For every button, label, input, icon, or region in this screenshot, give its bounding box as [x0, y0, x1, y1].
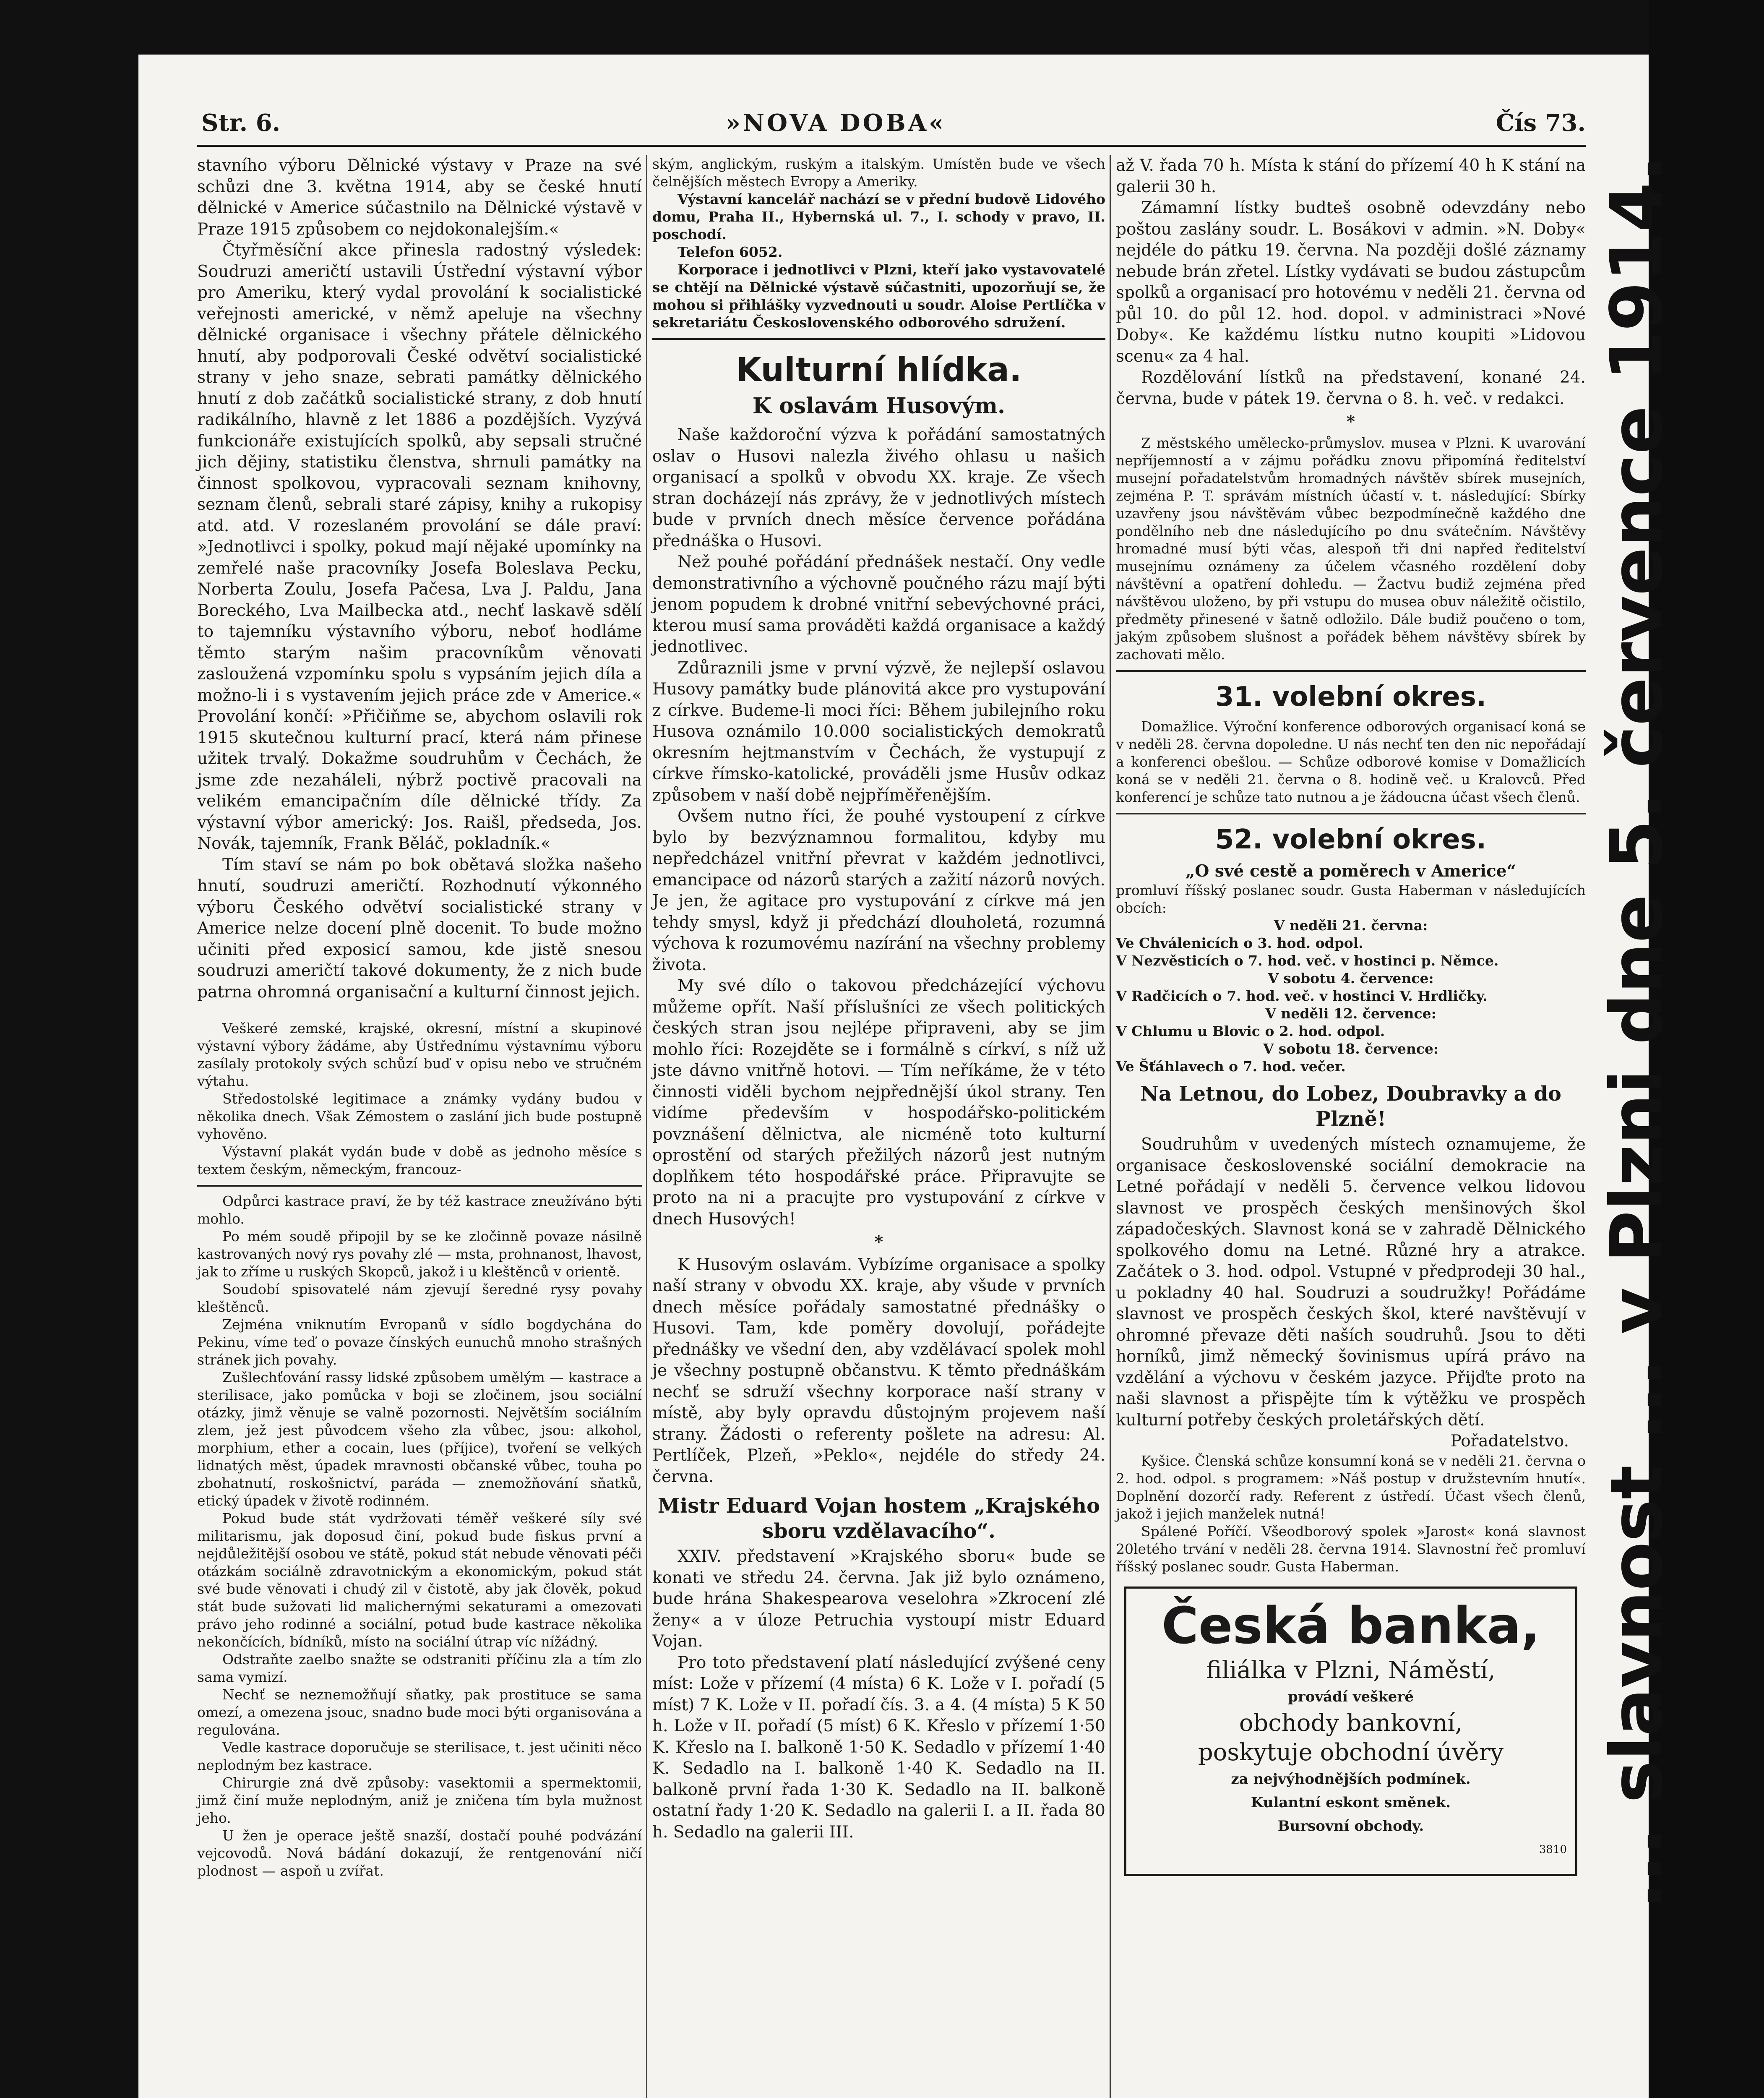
small-paragraph: Nechť se neznemožňují sňatky, pak prostituce se sama omezí, a omezena jsouc, snadno bude moci býti organisována a regulována.: [197, 1686, 642, 1738]
lecture-schedule: [1116, 917, 1586, 1075]
kastrace-article: [197, 1193, 642, 1880]
schedule-date: V neděli 12. července:: [1265, 1005, 1436, 1022]
schedule-line: V Radčicích o 7. hod. več. v hostinci V. Hrdličky.: [1116, 988, 1488, 1004]
district-heading: 31. volební okres.: [1215, 681, 1487, 712]
section-title: Kulturní hlídka.: [736, 351, 1022, 389]
column-divider-2: [1110, 155, 1111, 2098]
small-paragraph: Odpůrci kastrace praví, že by též kastrace zneužíváno býti mohlo.: [197, 1193, 642, 1227]
small-paragraph: Zejména vniknutím Evropanů v sídlo bogdychána do Pekinu, víme teď o povaze čínských eunuchů mnoho strašných stránek jich povahy.: [197, 1316, 642, 1368]
schedule-line: Ve Šťáhlavech o 7. hod. večer.: [1116, 1058, 1346, 1075]
notice-paragraph: Středostolské legitimace a známky vydány budou v několika dnech. Však Zémostem o zaslání jich bude postupně vyhověno.: [197, 1091, 642, 1142]
article-paragraph: Domažlice. Výroční konference odborových organisací koná se v neděli 28. června dopoledne. U nás nechť ten den nic nepořádají a konferenci obešlou. — Schůze odborové komise v Domažlicích koná se v neděli 21. června o 8. hodině več. u Kralovců. Před konferencí je schůze tato nutnou a je žádoucna účast všech členů.: [1116, 718, 1586, 805]
schedule-date: V sobotu 4. července:: [1268, 970, 1434, 986]
article-paragraph: ským, anglickým, ruským a italským. Umístěn bude ve všech čelnějších městech Evropy a Ameriky.: [652, 156, 1105, 190]
page-header: [201, 109, 1586, 147]
district-heading: 52. volební okres.: [1215, 824, 1487, 855]
article-paragraph: Spálené Poříčí. Všeodborový spolek »Jarost« koná slavnost 20letého trvání v neděli 28. června 1914. Slavnostní řeč promluví říšský poslanec soudr. Gusta Haberman.: [1116, 1523, 1586, 1575]
separator-star: *: [1346, 412, 1355, 431]
bank-name: Česká banka,: [1161, 1597, 1540, 1655]
header-rule: [197, 145, 1586, 147]
small-paragraph: Odstraňte zaelbo snažte se odstraniti příčinu zla a tím zlo sama vymizí.: [197, 1651, 642, 1685]
ad-line: Kulantní eskont směnek.: [1251, 1794, 1451, 1811]
article-paragraph: Pro toto představení platí následující zvýšené ceny míst: Lože v přízemí (4 místa) 6 K. Lože v I. pořadí (5 míst) 7 K. Lože v II. pořadí čís. 3. a 4. (4 místa) 5 K 50 h. Lože v II. pořadí (5 míst) 6 K. Křeslo v přízemí 1·50 K. Křeslo na I. balkoně 1·50 K. Sedadlo v přízemí 1·40 K. Sedadlo na I. balkoně 1·40 K. Sedadlo na II. balkoně první řada 1·30 K. Sedadlo na II. balkoně ostatní řady 1·20 K. Sedadlo na galerii I. a II. řada 80 h. Sedadlo na galerii III.: [652, 1653, 1105, 1842]
bank-advertisement: [1124, 1587, 1577, 1876]
article-paragraph: Rozdělování lístků na představení, konané 24. června, bude v pátek 19. června o 8. h. več. v redakci.: [1116, 368, 1586, 408]
article-paragraph: Z městského umělecko-průmyslov. musea v Plzni. K uvarování nepříjemností a v zájmu pořádku znovu připomíná ředitelství musejní pořadatelstvům hromadných návštěv sbírek musejních, zejména P. T. správám místních účastí v. t. následující: Sbírky uzavřeny jsou návštěvám vůbec bezpodmínečně každého dne pondělního neb dne následujícího po dnu svátečním. Návštěvy hromadné musí býti včas, alespoň tři dni napřed ředitelství musejnímu oznámeny za účelem včasného rozdělení doby návštěvní a opatření dohledu. — Žactvu budiž zejména před návštěvou uloženo, by při vstupu do musea obuv náležitě očistilo, předměty přinesené v šatně odložilo. Dále budiž poučeno o tom, jakým způsobem slušnost a pořádek během návštěvy sbírek by zachovati mělo.: [1116, 434, 1586, 663]
article-paragraph: Než pouhé pořádání přednášek nestačí. Ony vedle demonstrativního a výchovně poučného rázu mají býti jenom popudem k drobné vnitřní sebevýchovné práci, kterou musí sama prováděti každá organisace a každý jednotlivec.: [652, 553, 1105, 656]
small-paragraph: Vedle kastrace doporučuje se sterilisace, t. jest učiniti něco neplodným bez kastrace.: [197, 1739, 642, 1773]
article-paragraph: Zámamní lístky budteš osobně odevzdány nebo poštou zaslány soudr. L. Bosákovi v admin. »N. Doby« nejdéle do pátku 19. června. Na později došlé záznamy nebude brán zřetel. Lístky vydávati se budou zástupcům spolků a organisací pro hotovému v neděli 21. června od půl 10. do půl 12. hod. dopol. v administraci »Nové Doby«. Ke každému lístku nutno koupiti »Lidovou scenu« za 4 hal.: [1116, 198, 1586, 366]
small-paragraph: U žen je operace ještě snazší, dostačí pouhé podvázání vejcovodů. Nová bádání dokazují, že rentgenování ničí plodnost — aspoň u zvířat.: [197, 1827, 642, 1879]
notice-paragraph: Veškeré zemské, krajské, okresní, místní a skupinové výstavní výbory žádáme, aby Ústřednímu výstavnímu výboru zasílaly protokoly svých schůzí buď v opisu nebo ve stručném výtahu.: [197, 1020, 642, 1089]
article-paragraph: promluví říšský poslanec soudr. Gusta Haberman v následujících obcích:: [1116, 882, 1586, 916]
article-paragraph: Čtyřměsíční akce přinesla radostný výsledek: Soudruzi američtí ustavili Ústřední výstavní výbor pro Ameriku, který vydal provolání k socialistické veřejnosti americké, v němž apeluje na všechny dělnické organisace i všechny přátele dělnického hnutí, aby podporovali České odvětví socialistické strany v jeho snaze, sebrati památky dělnického hnutí z dob začátků socialistické strany, z dob hnutí radikálního, hlavně z let 1886 a pozdějších. Vyzývá funkcionáře existujících spolků, aby sepsali stručné jich dějiny, statistiku členstva, shrnuli památky na činnost spolkovou, vypracovali seznam knihovny, seznam členů, sebrali staré zápisy, knihy a rukopisy atd. atd. V rozeslaném provolání se dále praví: »Jednotlivci i spolky, pokud mají nějaké upomínky na zemřelé naše pracovníky Josefa Boleslava Pecku, Norberta Zoulu, Josefa Pačesa, Lva J. Paldu, Jana Boreckého, Lva Mailbecka atd., nechť laskavě sdělí to tajemníku výstavního výboru, neboť hodláme těmto starým našim pracovníkům věnovati zasloužená vzpomínku spolu s vypsáním jejich díla a možno-li i s vystavením jejich práce zde v Americe.« Provolání končí: »Přičiňme se, abychom oslavili rok 1915 skutečnou kulturní prací, která nám přinese užitek trvalý. Dokažme soudruhům v Čechách, že jsme zde nezaháleli, nýbrž poctivě pracovali na velikém emancipačním díle dělnické třídy. Za výstavní výbor americký: Jos. Raišl, předseda, Jos. Novák, tajemník, Frank Běláč, pokladník.«: [197, 241, 642, 853]
ad-line: za nejvýhodnějších podmínek.: [1231, 1770, 1471, 1787]
ad-line: obchody bankovní,: [1239, 1709, 1463, 1737]
issue-number: Čís 73.: [1496, 109, 1586, 137]
section-rule: [197, 1185, 642, 1187]
newspaper-title: »NOVA DOBA«: [726, 109, 946, 137]
article-heading: Na Letnou, do Lobez, Doubravky a do Plzně!: [1140, 1082, 1561, 1131]
small-paragraph: Zušlechťování rassy lidské způsobem umělým — kastrace a sterilisace, jako pomůcka v boji se zločinem, jsou sociální otázky, jimž věnuje se valně pozornosti. Největším sociálním zlem, jež jest původcem všeho zla vůbec, jsou: alkohol, morphium, ether a cocain, lues (příjice), tvoření se velkých lidnatých měst, úpadek mravnosti občanské vůbec, touha po zbohatnutí, roskošnictví, paráda — znemožňování sňatků, etický úpadek v životě rodinném.: [197, 1369, 642, 1509]
small-paragraph: Po mém soudě připojil by se ke zločinně povaze násilně kastrovaných nový rys povahy zlé — msta, prohnanost, lhavost, jak to zříme u ruských Skopců, jakož i u kleštěnců v orientě.: [197, 1228, 642, 1280]
handwritten-note-text: ... slavnost ... v Plzni dne 5. července 1914.: [1595, 155, 1678, 1909]
ad-number: 3810: [1539, 1843, 1567, 1856]
ad-line: Bursovní obchody.: [1277, 1817, 1424, 1834]
article-paragraph: XXIV. představení »Krajského sboru« bude se konati ve středu 24. června. Jak již bylo oznámeno, bude hrána Shakespearova veselohra »Zkrocení zlé ženy« a v úloze Petruchia vystoupí mistr Eduard Vojan.: [652, 1547, 1105, 1651]
article-paragraph: až V. řada 70 h. Místa k stání do přízemí 40 h K stání na galerii 30 h.: [1116, 156, 1586, 196]
separator-star: *: [874, 1232, 883, 1252]
section-rule: [1116, 670, 1586, 672]
page-number: Str. 6.: [201, 109, 281, 137]
telephone-line: Telefon 6052.: [677, 244, 783, 260]
section-subtitle: K oslavám Husovým.: [752, 393, 1006, 419]
column-2: [652, 155, 1105, 1843]
small-paragraph: Pokud bude stát vydržovati téměř veškeré síly své militarismu, jak doposud činí, pokud bude fiskus první a nejdůležitější osobou ve státě, pokud stát nebude věnovati péči otázkám sociálně zdravotnickým a ekonomickým, pokud stát své bude věnovati i chudý zil v čistotě, aby jak člověk, pokud stát bude sužovati lid malichernými sekaturami a omezovati právo jeho rodinné a sociální, potud bude kastrace několika nekončících, bídníků, místo na sociální útrap víc nížádný.: [197, 1510, 642, 1650]
article-paragraph: Ovšem nutno říci, že pouhé vystoupení z církve bylo by bezvýznamnou formalitou, kdyby mu nepředcházel vnitřní převrat v každém jednotlivci, emancipace od názorů starých a zažití názorů nových. Je jen, že agitace pro vystupování z církve má jen tehdy smysl, když ji předchází dlouholetá, rozumná výchova k rozumovému nazírání na všechny problemy života.: [652, 807, 1105, 974]
article-paragraph: Kyšice. Členská schůze konsumní koná se v neděli 21. června o 2. hod. odpol. s programem: »Náš postup v družstevním hnutí«. Doplnění dozorčí rady. Referent z ústředí. Účast všech členů, jakož i jejich manželek nutná!: [1116, 1452, 1586, 1522]
column-3: [1116, 155, 1586, 1876]
notice-paragraph: Korporace i jednotlivci v Plzni, kteří jako vystavovatelé se chtějí na Dělnické výstavě súčastniti, upozorňují se, že mohou si přihlášky vyzvednouti u soudr. Aloise Pertlíčka v sekretariátu Československého odborového sdružení.: [652, 261, 1105, 331]
column-divider-1: [646, 155, 647, 2098]
article-paragraph: My své dílo o takovou předcházející výchovu můžeme opřít. Naší příslušníci ze všech politických českých stran jsou nejlépe připraveni, aby se jim mohlo říci: Rozejděte se i formálně s církví, s níž už jste dávno vnitřně hotovi. — Tím neříkáme, že v této činnosti viděli bychom nejpřednější úkol strany. Ten vidíme především v hospodářsko-politickém povznášení dělnictva, ale nicméně toto kulturní oprostění od starých přežilých názorů jest nutným doplňkem této hospodářské práce. Připravujte se proto na ni a pracujte pro vystupování z církve v dnech Husových!: [652, 976, 1105, 1229]
ad-line: poskytuje obchodní úvěry: [1198, 1738, 1504, 1766]
handwritten-margin-note: [1595, 126, 1728, 1930]
section-rule: [652, 338, 1105, 340]
ad-line: provádí veškeré: [1288, 1688, 1414, 1705]
column-1: [197, 155, 642, 1880]
small-paragraph: Chirurgie zná dvě způsoby: vasektomii a spermektomii, jimž činí muže neplodným, aniž je zničena tím byla mužnost jeho.: [197, 1774, 642, 1826]
schedule-line: V Nezvěsticích o 7. hod. več. v hostinci p. Němce.: [1116, 952, 1499, 969]
article-paragraph: Soudruhům v uvedených místech oznamujeme, že organisace československé sociální demokracie na Letné pořádají v neděli 5. července velkou lidovou slavnost ve prospěch českých menšinových škol západočeských. Slavnost koná se v zahradě Dělnického spolkového domu na Letné. Různé hry a atrakce. Začátek o 3. hod. odpol. Vstupné v předprodeji 30 hal., u pokladny 40 hal. Soudruzi a soudružky! Pořádáme slavnost ve prospěch českých škol, které navštěvují v ohromné převaze děti naších soudruhů. Jsou to děti horníků, jimž německý šovinismus upírá právo na vzdělání a výchovu v českém jazyce. Přijďte proto na naši slavnost a přispějte tím k výtěžku ve prospěch kulturní potřeby českých proletářských dětí.: [1116, 1135, 1586, 1430]
article-paragraph: Zdůraznili jsme v první výzvě, že nejlepší oslavou Husovy památky bude plánovitá akce pro vystupování z církve. Budeme-li moci říci: Během jubilejního roku Husova oznámilo 10.000 socialistických demokratů okresním hejtmanstvím v Čechách, že vystupují z církve římsko-katolické, prováděli jsme Husův odkaz způsobem v naší době nejpříměřenějším.: [652, 658, 1105, 805]
small-paragraph: Soudobí spisovatelé nám zjevují šeredné rysy povahy kleštěnců.: [197, 1281, 642, 1315]
notice-paragraph: Výstavní kancelář nachází se v přední budově Lidového domu, Praha II., Hybernská ul. 7., I. schody v pravo, II. poschodí.: [652, 191, 1105, 243]
article-paragraph: stavního výboru Dělnické výstavy v Praze na své schůzi dne 3. května 1914, aby se české hnutí dělnické v Americe súčastnilo na Dělnické výstavě v Praze 1915 způsobem co nejdokonalejším.«: [197, 156, 642, 239]
article-paragraph: Tím staví se nám po bok obětavá složka našeho hnutí, soudruzi američtí. Rozhodnutí výkonného výboru Českého odvětví socialistické strany v Americe nelze docení plně docenit. To bude možno učiniti před exposicí samou, kde jistě snesou soudruzi američtí takové dokumenty, že z nich bude patrna ohromná organisační a kulturní činnost jejich.: [197, 855, 642, 1002]
signature: Pořadatelstvo.: [1450, 1432, 1569, 1451]
schedule-line: Ve Chválenicích o 3. hod. odpol.: [1116, 935, 1363, 951]
notice-paragraph: Výstavní plakát vydán bude v době as jednoho měsíce s textem českým, německým, francouz-: [197, 1143, 642, 1177]
section-rule: [1116, 813, 1586, 814]
schedule-date: V sobotu 18. července:: [1263, 1041, 1439, 1057]
article-heading: Mistr Eduard Vojan hostem „Krajského sboru vzdělavacího“.: [657, 1494, 1100, 1543]
bank-branch: filiálka v Plzni, Náměstí,: [1206, 1656, 1496, 1684]
article-paragraph: K Husovým oslavám. Vybízíme organisace a spolky naší strany v obvodu XX. kraje, aby všude v prvních dnech měsíce pořádaly samostatné přednášky o Husovi. Tam, kde poměry dovolují, pořádejte přednášky ve všední den, aby vzdělávací spolek mohl je všechny postupně občanstvu. K těmto přednáškám nechť se sdruží všechny korporace naší strany v místě, aby byly opravdu důstojným projevem naší strany. Žádosti o referenty pošlete na adresu: Al. Pertlíček, Plzeň, »Peklo«, nejdéle do středy 24. června.: [652, 1255, 1105, 1486]
article-paragraph: Naše každoroční výzva k pořádání samostatných oslav o Husovi nalezla živého ohlasu u našich organisací a spolků v obvodu XX. kraje. Ze všech stran docházejí nás zprávy, že v jednotlivých místech bude v prvních dnech měsíce července pořádána přednáška o Husovi.: [652, 425, 1105, 551]
lecture-title: „O své cestě a poměrech v Americe“: [1185, 861, 1516, 881]
schedule-date: V neděli 21. června:: [1274, 917, 1428, 934]
schedule-line: V Chlumu u Blovic o 2. hod. odpol.: [1116, 1023, 1385, 1039]
